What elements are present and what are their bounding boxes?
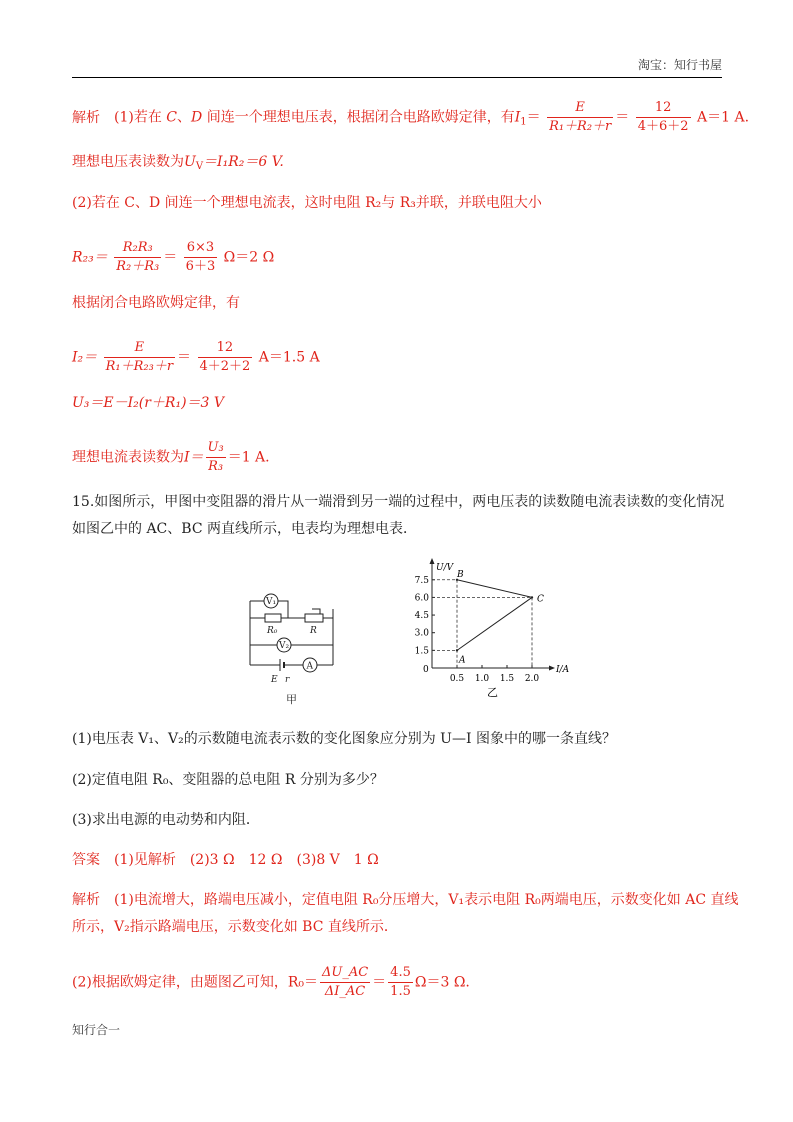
sol14-p4-f1-num: R₂R₃ [114, 240, 161, 258]
x-tick-label-0: 0.5 [449, 674, 465, 684]
y-axis-arrow [430, 558, 435, 564]
q15-line1: 15.如图所示，甲图中变阻器的滑片从一端滑到另一端的过程中，两电压表的读数随电流表读数的变化情况 [72, 494, 725, 510]
ui-graph [394, 558, 570, 699]
q15-sol-line1 [72, 890, 738, 910]
sol14-p6-f1-den: R₁＋R₂₃＋r [105, 359, 174, 374]
sol14-p6-f2-num: 12 [198, 340, 253, 358]
sol14-p8-lhs: I＝ [184, 449, 204, 466]
q15-sol-line3 [72, 965, 470, 1000]
fig2-caption: 乙 [487, 686, 498, 699]
sol14-label: 解析 [72, 109, 100, 126]
x-axis-arrow [549, 666, 555, 671]
label-r0: R₀ [267, 626, 278, 636]
page-footer: 知行合一 [72, 1023, 121, 1037]
q15-sol-frac2-num: 4.5 [388, 965, 413, 983]
sol14-p6-lhs: I₂＝ [72, 349, 98, 366]
label-e: E [271, 675, 278, 685]
point-label-a: A [459, 655, 466, 666]
q15-sub1: (1)电压表 V₁、V₂的示数随电流表示数的变化图象应分别为 U—I 图象中的哪一条直线？ [72, 731, 616, 747]
sol14-line5: 根据闭合电路欧姆定律，有 [72, 295, 240, 311]
sol14-p6-eq: ＝ [177, 349, 192, 366]
sol14-p6-f2-den: 4＋2＋2 [199, 359, 251, 374]
sol14-p8-f-num: U₃ [206, 440, 226, 458]
point-a [456, 649, 458, 651]
sol14-p4-f2-den: 6＋3 [185, 259, 216, 274]
sol14-p1-mid: 间连一个理想电压表，根据闭合电路欧姆定律，有 [206, 109, 515, 126]
sol14-frac2 [636, 100, 691, 135]
sol14-p4-lhs: R₂₃＝ [72, 249, 108, 266]
sol14-p4-eq: ＝ [163, 249, 178, 266]
point-c [531, 596, 533, 598]
series-line-bc [457, 580, 532, 598]
q15-answer [72, 850, 379, 870]
answer-text: (1)见解析 (2)3 Ω 12 Ω (3)8 V 1 Ω [114, 852, 379, 868]
sol14-p8-f-den: R₃ [208, 459, 224, 474]
sol14-i1: I [514, 109, 521, 126]
x-tick-label-2: 1.5 [499, 674, 515, 684]
sol14-eq2: ＝ [615, 109, 630, 126]
sol14-p4-frac1 [114, 240, 161, 275]
q15-sub3: (3)求出电源的电动势和内阻． [72, 812, 260, 828]
label-rint: r [285, 675, 290, 685]
q15-sol-frac1-den: ΔI_AC [324, 984, 366, 999]
y-tick-label-2: 4.5 [414, 611, 429, 622]
sol14-p1-prefix: (1)若在 [114, 109, 162, 126]
q15-sol-label: 解析 [72, 892, 100, 908]
resistor-r0 [265, 614, 281, 622]
sol14-p2-rest: ＝I₁R₂＝6 V. [203, 154, 284, 170]
sol14-line1 [72, 100, 749, 135]
sol14-p6-f1-num: E [104, 340, 175, 358]
sol14-line7: U₃＝E－I₂(r＋R₁)＝3 V [72, 395, 225, 411]
sol14-p8-result: ＝1 A. [227, 449, 270, 466]
q15-sol-frac1 [320, 965, 370, 1000]
sol14-line3: (2)若在 C、D 间连一个理想电流表，这时电阻 R₂与 R₃并联，并联电阻大小 [72, 195, 542, 211]
sol14-line8 [72, 440, 270, 475]
x-tick-label-3: 2.0 [524, 674, 540, 684]
x-axis-label: I/A [556, 665, 570, 675]
point-label-c: C [537, 594, 544, 605]
label-a: A [306, 661, 313, 672]
sol14-frac2-num: 12 [636, 100, 691, 118]
sol14-p6-frac1 [104, 340, 175, 375]
sol14-point-c: C [166, 109, 178, 126]
sol14-point-d: D [191, 109, 203, 126]
q15-sub2: (2)定值电阻 R₀、变阻器的总电阻 R 分别为多少？ [72, 772, 384, 788]
header-rule [72, 77, 722, 78]
sol14-line6 [72, 340, 320, 375]
sol14-eq1: ＝ [526, 109, 541, 126]
sol14-p4-result: Ω＝2 Ω [223, 249, 275, 266]
y-tick-label-1: 3.0 [414, 628, 429, 639]
sol14-p8-text: 理想电流表读数为 [72, 449, 184, 466]
y-tick-label-3: 6.0 [414, 593, 429, 604]
sol14-p2-u: U [184, 154, 196, 170]
x-tick-label-1: 1.0 [474, 674, 490, 684]
fig1-caption: 甲 [286, 693, 297, 706]
q15-sol-l3-result: Ω＝3 Ω. [414, 974, 470, 991]
point-label-b: B [457, 569, 464, 580]
label-r: R [310, 626, 317, 636]
sol14-frac1 [547, 100, 613, 135]
q15-sol-eq: ＝ [372, 974, 387, 991]
q15-sol-l1: (1)电流增大，路端电压减小，定值电阻 R₀分压增大，V₁表示电阻 R₀两端电压，示数变化如 AC 直线 [114, 892, 739, 908]
sol14-p6-result: A＝1.5 A [258, 349, 320, 366]
resistor-r [305, 614, 323, 622]
q15-sol-frac2-den: 1.5 [390, 984, 411, 999]
label-v2: V₂ [279, 641, 290, 651]
y-axis-label: U/V [436, 563, 454, 573]
sol14-p2-sub: V [195, 161, 204, 172]
sol14-p4-f2-num: 6×3 [184, 240, 218, 258]
sol14-i1-sub: 1 [520, 116, 527, 128]
q15-sol-line2: 所示，V₂指示路端电压，示数变化如 BC 直线所示． [72, 919, 398, 935]
origin-label: 0 [423, 665, 429, 675]
sol14-frac2-den: 4＋6＋2 [637, 119, 689, 134]
sol14-frac1-den: R₁＋R₂＋r [549, 119, 612, 134]
sol14-line4 [72, 240, 274, 275]
y-tick-label-4: 7.5 [414, 575, 429, 586]
sol14-p8-frac [206, 440, 226, 475]
slider-arm [312, 609, 320, 614]
sol14-sep: 、 [177, 109, 192, 126]
series-line-ac [457, 597, 532, 650]
y-tick-label-0: 1.5 [414, 646, 429, 657]
sol14-p6-frac2 [198, 340, 253, 375]
label-v1: V₁ [266, 597, 277, 607]
sol14-p2-text: 理想电压表读数为 [72, 154, 184, 170]
page-header: 淘宝：知行书屋 [637, 58, 722, 72]
q15-sol-frac2 [388, 965, 413, 1000]
wire-v1-right [278, 601, 288, 618]
circuit-diagram [240, 585, 350, 706]
q15-sol-l3-pre: (2)根据欧姆定律，由题图乙可知，R₀＝ [72, 974, 318, 991]
sol14-p1-result: A＝1 A. [697, 109, 750, 126]
sol14-p4-f1-den: R₂＋R₃ [116, 259, 160, 274]
q15-line2: 如图乙中的 AC、BC 两直线所示，电表均为理想电表． [72, 521, 417, 537]
sol14-line2 [72, 152, 284, 177]
sol14-p4-frac2 [184, 240, 218, 275]
answer-label: 答案 [72, 852, 100, 868]
sol14-frac1-num: E [547, 100, 613, 118]
q15-sol-frac1-num: ΔU_AC [320, 965, 370, 983]
